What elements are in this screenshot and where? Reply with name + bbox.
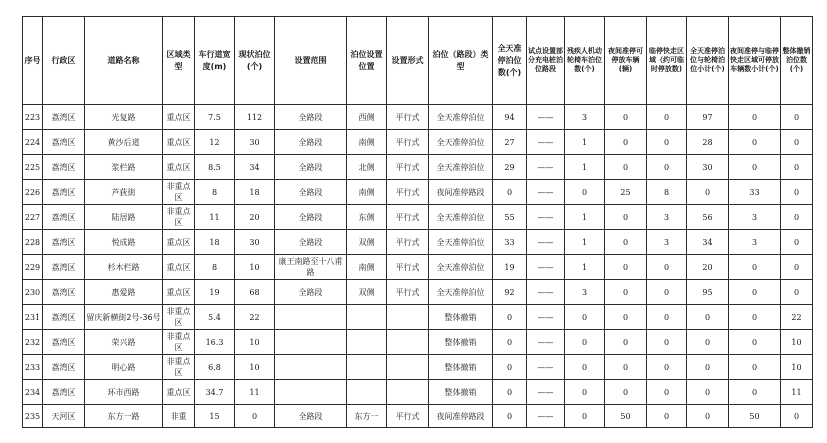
table-cell: 0 [729,130,781,155]
table-cell: 0 [781,155,813,180]
table-cell: 平行式 [387,105,429,130]
table-body [23,105,813,428]
table-cell: 环市西路 [85,380,163,405]
table-cell: 20 [687,255,729,280]
table-cell: —— [527,355,565,380]
header-cell: 残疾人机动轮椅车泊位数(个) [565,17,605,105]
table-cell: 平行式 [387,280,429,305]
header-cell: 行政区 [43,17,85,105]
table-cell: 重点区 [163,255,195,280]
table-cell: 明心路 [85,355,163,380]
table-cell: 0 [605,155,647,180]
table-cell: —— [527,305,565,330]
table-cell: 0 [605,230,647,255]
table-cell: 荔湾区 [43,205,85,230]
table-row [23,205,813,230]
table-cell: 6.8 [195,355,235,380]
table-cell: 非重点区 [163,180,195,205]
table-cell: 25 [605,180,647,205]
table-cell: 留庆新横街2号-36号 [85,305,163,330]
table-row [23,305,813,330]
table-cell: 全路段 [275,205,347,230]
table-cell: 平行式 [387,205,429,230]
table-cell: 惠爱路 [85,280,163,305]
table-row [23,105,813,130]
table-cell: 10 [781,355,813,380]
table-cell [275,380,347,405]
header-cell: 泊位设置位置 [347,17,387,105]
table-row [23,405,813,428]
table-cell: 0 [647,305,687,330]
table-cell: —— [527,105,565,130]
table-cell: 30 [235,130,275,155]
table-cell: 0 [781,230,813,255]
table-cell: 0 [729,330,781,355]
table-cell: 全路段 [275,105,347,130]
table-cell: 光复路 [85,105,163,130]
table-cell: 10 [235,255,275,280]
table-cell: 0 [781,255,813,280]
table-cell: 18 [195,230,235,255]
table-cell: 8 [195,255,235,280]
table-cell: 10 [235,355,275,380]
table-cell: 0 [781,280,813,305]
table-cell: 杉木栏路 [85,255,163,280]
table-cell [387,355,429,380]
table-cell: 33 [729,180,781,205]
table-cell: 荔湾区 [43,180,85,205]
table-cell: 0 [647,330,687,355]
table-cell: 荔湾区 [43,380,85,405]
table-cell: 荔湾区 [43,305,85,330]
table-cell: 10 [235,330,275,355]
table-cell: 全路段 [275,405,347,428]
table-cell: 0 [565,380,605,405]
table-cell: 夜间准停路段 [429,405,493,428]
table-cell: 全天准停泊位 [429,230,493,255]
table-cell: 12 [195,130,235,155]
table-cell: 229 [23,255,43,280]
table-cell: 50 [605,405,647,428]
table-row [23,155,813,180]
table-cell: 重点区 [163,280,195,305]
table-cell: 7.5 [195,105,235,130]
table-cell: 全路段 [275,130,347,155]
table-cell: 11 [195,205,235,230]
table-cell: 0 [687,405,729,428]
table-cell: 22 [235,305,275,330]
table-cell: —— [527,330,565,355]
table-cell: 平行式 [387,255,429,280]
table-cell: 全路段 [275,280,347,305]
table-row [23,255,813,280]
table-cell: 夜间准停路段 [429,180,493,205]
table-cell: 68 [235,280,275,305]
table-cell: —— [527,230,565,255]
table-cell: 0 [729,305,781,330]
table-cell: 荔湾区 [43,255,85,280]
table-cell: 0 [493,180,527,205]
table-cell: 非重点区 [163,355,195,380]
table-cell: 0 [565,355,605,380]
table-cell: 34 [687,230,729,255]
table-cell: 整体撤销 [429,380,493,405]
table-cell: 29 [493,155,527,180]
table-cell: 0 [565,405,605,428]
table-cell: 97 [687,105,729,130]
table-cell: 228 [23,230,43,255]
table-cell: 荔湾区 [43,330,85,355]
table-cell [275,330,347,355]
table-cell [387,305,429,330]
table-row [23,355,813,380]
table-cell: 全路段 [275,180,347,205]
table-cell: —— [527,255,565,280]
table-cell: —— [527,280,565,305]
table-row [23,380,813,405]
table-cell: 20 [235,205,275,230]
table-cell: 30 [687,155,729,180]
table-cell: 荔湾区 [43,155,85,180]
table-cell: 3 [647,230,687,255]
table-cell: 1 [565,255,605,280]
table-cell: —— [527,405,565,428]
table-cell: 33 [493,230,527,255]
table-cell: 231 [23,305,43,330]
header-cell: 临停快走区域（约可临时停放数) [647,17,687,105]
table-cell: 重点区 [163,130,195,155]
table-cell: 0 [781,130,813,155]
table-cell: 28 [687,130,729,155]
table-cell: 非重点区 [163,305,195,330]
table-cell: 0 [729,155,781,180]
table-cell: 重点区 [163,380,195,405]
table-cell [387,330,429,355]
table-cell: 0 [687,180,729,205]
header-cell: 全天准停泊位数(个) [493,17,527,105]
table-cell: 非重点区 [163,205,195,230]
table-cell: 荔湾区 [43,130,85,155]
table-cell [347,355,387,380]
table-cell: 全天准停泊位 [429,105,493,130]
table-cell [347,305,387,330]
header-cell: 序号 [23,17,43,105]
table-cell: 227 [23,205,43,230]
table-cell: 0 [647,255,687,280]
parking-slot-table [22,16,813,428]
table-cell: 8 [195,180,235,205]
table-cell: 15 [195,405,235,428]
table-cell: 1 [565,230,605,255]
table-cell: 94 [493,105,527,130]
table-cell: 全天准停泊位 [429,205,493,230]
table-cell: 16.3 [195,330,235,355]
table-cell: 整体撤销 [429,355,493,380]
table-cell: 东方一路 [85,405,163,428]
table-cell: 18 [235,180,275,205]
table-cell: 8 [647,180,687,205]
table-cell: 0 [781,205,813,230]
table-cell: —— [527,180,565,205]
header-cell: 整体撤销泊位数(个) [781,17,813,105]
table-cell: 非重 [163,405,195,428]
table-cell: 重点区 [163,230,195,255]
table-cell: 东方一 [347,405,387,428]
table-cell: 0 [647,280,687,305]
table-cell: 0 [729,105,781,130]
table-cell: 226 [23,180,43,205]
header-cell: 夜间准停可停放车辆(辆) [605,17,647,105]
table-cell: 19 [493,255,527,280]
table-cell: 平行式 [387,155,429,180]
table-cell: 0 [493,330,527,355]
table-cell: 30 [235,230,275,255]
table-cell: 0 [605,305,647,330]
table-cell: 34.7 [195,380,235,405]
table-cell: 陆居路 [85,205,163,230]
table-cell: 平行式 [387,405,429,428]
table-cell: 0 [729,255,781,280]
header-cell: 设置范围 [275,17,347,105]
table-cell: 黄沙后道 [85,130,163,155]
table-cell: 11 [235,380,275,405]
table-cell: 荣兴路 [85,330,163,355]
table-cell: 南侧 [347,130,387,155]
table-cell: 芦荻街 [85,180,163,205]
table-cell: 0 [729,380,781,405]
table-cell: 0 [605,330,647,355]
table-cell: 全路段 [275,155,347,180]
table-cell: 康王南路至十八甫路 [275,255,347,280]
table-cell: 天河区 [43,405,85,428]
table-row [23,230,813,255]
table-cell: 0 [493,405,527,428]
header-cell: 道路名称 [85,17,163,105]
table-cell: —— [527,205,565,230]
table-cell: 234 [23,380,43,405]
table-cell: 浆栏路 [85,155,163,180]
table-cell: 223 [23,105,43,130]
table-cell: 50 [729,405,781,428]
table-cell: 荔湾区 [43,230,85,255]
table-cell: —— [527,155,565,180]
table-cell: 0 [565,180,605,205]
table-cell: 重点区 [163,105,195,130]
table-cell [387,380,429,405]
table-cell: 3 [729,230,781,255]
table-cell: 0 [605,380,647,405]
table-row [23,130,813,155]
table-cell: 荔湾区 [43,355,85,380]
table-cell: 233 [23,355,43,380]
table-cell: 224 [23,130,43,155]
table-cell: 8.5 [195,155,235,180]
table-cell: 重点区 [163,155,195,180]
table-cell [347,380,387,405]
table-cell: —— [527,130,565,155]
table-cell: 0 [493,355,527,380]
table-cell: 0 [235,405,275,428]
header-cell: 设置形式 [387,17,429,105]
table-cell: 5.4 [195,305,235,330]
table-cell: 230 [23,280,43,305]
table-cell: 平行式 [387,130,429,155]
table-cell: 0 [781,405,813,428]
table-cell: 平行式 [387,180,429,205]
table-cell: 27 [493,130,527,155]
table-cell: 北侧 [347,155,387,180]
table-cell: 0 [687,380,729,405]
table-cell: 55 [493,205,527,230]
table-cell: 22 [781,305,813,330]
table-cell: 整体撤销 [429,305,493,330]
table-cell: —— [527,380,565,405]
table-cell: 0 [647,105,687,130]
table-cell: 112 [235,105,275,130]
table-cell: 34 [235,155,275,180]
table-cell: 232 [23,330,43,355]
table-cell: 0 [565,305,605,330]
header-cell: 全天准停泊位与轮椅泊位小计(个) [687,17,729,105]
table-cell: 0 [565,330,605,355]
table-cell: 0 [605,130,647,155]
table-cell: 0 [781,180,813,205]
header-cell: 夜间准停与临停快走区域可停放车辆数小计(个) [729,17,781,105]
table-cell: 1 [565,130,605,155]
table-cell: 56 [687,205,729,230]
table-cell: 全天准停泊位 [429,255,493,280]
table-cell: 235 [23,405,43,428]
table-cell: 3 [565,105,605,130]
table-cell: 双侧 [347,230,387,255]
table-cell: 0 [605,205,647,230]
table-cell: 1 [565,205,605,230]
table-cell: 悦成路 [85,230,163,255]
header-cell: 现状泊位(个) [235,17,275,105]
header-cell: 车行道宽度(m) [195,17,235,105]
table-cell: 3 [729,205,781,230]
table-cell: 0 [605,280,647,305]
table-cell: 东侧 [347,205,387,230]
table-cell: 92 [493,280,527,305]
table-cell: 10 [781,330,813,355]
table-cell: 0 [647,355,687,380]
table-cell: 225 [23,155,43,180]
table-cell: 19 [195,280,235,305]
table-cell: 0 [647,155,687,180]
table-cell: 西侧 [347,105,387,130]
table-cell: 0 [729,355,781,380]
table-cell: 双侧 [347,280,387,305]
table-cell: 3 [565,280,605,305]
table-cell: 全路段 [275,230,347,255]
table-cell: 0 [687,355,729,380]
table-cell: 荔湾区 [43,280,85,305]
header-cell: 区域类型 [163,17,195,105]
table-cell: 0 [647,130,687,155]
table-cell: 0 [605,105,647,130]
table-cell: 荔湾区 [43,105,85,130]
table-row [23,280,813,305]
table-cell [347,330,387,355]
header-cell: 泊位（路段）类型 [429,17,493,105]
table-cell: 3 [647,205,687,230]
table-cell: 0 [605,255,647,280]
table-row [23,330,813,355]
table-cell: 0 [647,380,687,405]
table-cell: 0 [687,305,729,330]
table-cell: 0 [781,105,813,130]
table-cell: 0 [605,355,647,380]
table-cell: 0 [687,330,729,355]
table-cell: 11 [781,380,813,405]
table-cell: 非重点区 [163,330,195,355]
table-cell [275,305,347,330]
header-cell: 试点设置部分充电桩泊位路段 [527,17,565,105]
table-cell: 整体撤销 [429,330,493,355]
table-cell: 南侧 [347,180,387,205]
table-cell: 95 [687,280,729,305]
table-cell: 平行式 [387,230,429,255]
table-cell: 全天准停泊位 [429,130,493,155]
table-cell: 0 [729,280,781,305]
table-row [23,180,813,205]
parking-table-page [22,16,812,436]
table-cell: 0 [647,405,687,428]
table-cell [275,355,347,380]
table-cell: 1 [565,155,605,180]
table-cell: 0 [493,380,527,405]
table-cell: 南侧 [347,255,387,280]
table-cell: 0 [493,305,527,330]
table-cell: 全天准停泊位 [429,280,493,305]
table-cell: 全天准停泊位 [429,155,493,180]
table-header-row [23,17,813,105]
